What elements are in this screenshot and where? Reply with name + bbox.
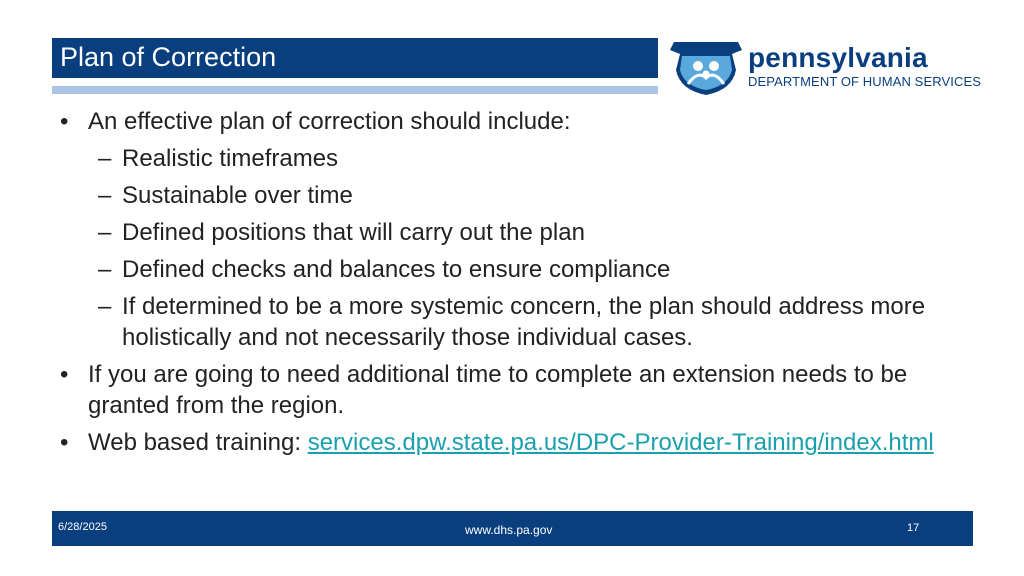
pa-dhs-logo <box>670 40 1000 96</box>
footer-bar <box>52 511 973 546</box>
dash-mark: – <box>98 293 112 320</box>
bullet-item <box>60 106 960 137</box>
sub-bullet-text: If determined to be a more systemic concern, the plan should address more holistically and not necessarily those individual cases. <box>122 293 926 351</box>
sub-bullet-text: Defined checks and balances to ensure compliance <box>122 256 671 283</box>
keystone-family-icon <box>670 40 742 96</box>
bullet-text: If you are going to need additional time to complete an extension needs to be granted from the region. <box>88 361 908 419</box>
sub-bullet-item <box>60 180 960 211</box>
sub-bullet-item <box>60 143 960 174</box>
logo-subtitle: DEPARTMENT OF HUMAN SERVICES <box>748 74 981 89</box>
bullet-text: An effective plan of correction should include: <box>88 108 571 135</box>
title-bar <box>52 38 658 78</box>
dash-mark: – <box>98 219 112 246</box>
page-number: 17 <box>907 522 920 534</box>
sub-bullet-item <box>60 254 960 285</box>
dash-mark: – <box>98 182 112 209</box>
bullet-mark: • <box>60 361 69 388</box>
bullet-item <box>60 359 960 421</box>
sub-bullet-text: Sustainable over time <box>122 182 353 209</box>
bullet-text-prefix: Web based training: <box>88 429 308 456</box>
bullet-mark: • <box>60 108 69 135</box>
dash-mark: – <box>98 256 112 283</box>
logo-wordmark: pennsylvania <box>748 42 928 73</box>
sub-bullet-text: Realistic timeframes <box>122 145 339 172</box>
training-link[interactable]: services.dpw.state.pa.us/DPC-Provider-Training/index.html <box>307 429 934 456</box>
sub-bullet-text: Defined positions that will carry out the plan <box>122 219 585 246</box>
dash-mark: – <box>98 145 112 172</box>
bullet-mark: • <box>60 429 69 456</box>
bullet-item <box>60 427 960 458</box>
slide-body <box>60 100 960 458</box>
slide-title: Plan of Correction <box>60 42 277 72</box>
sub-bullet-item <box>60 217 960 248</box>
footer-website: www.dhs.pa.gov <box>465 523 553 537</box>
footer-date: 6/28/2025 <box>58 521 107 533</box>
title-accent-bar <box>52 86 658 94</box>
sub-bullet-item <box>60 291 960 353</box>
